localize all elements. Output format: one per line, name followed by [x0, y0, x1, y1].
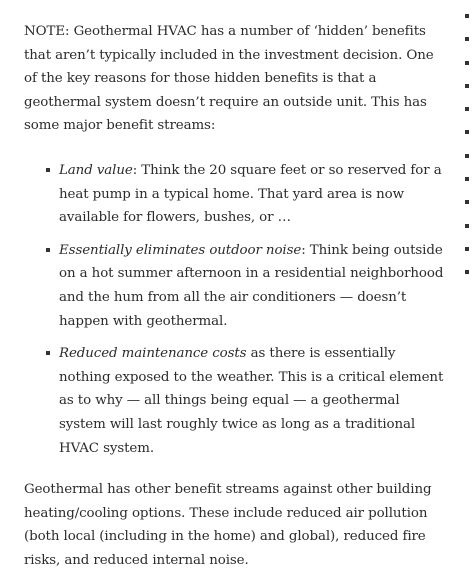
list-item: [59, 239, 450, 333]
sidebar-bullet: [465, 224, 469, 228]
sidebar-bullet: [465, 130, 469, 134]
sidebar-bullet: [465, 14, 469, 18]
sidebar-bullet: [465, 37, 469, 41]
benefit-list: [24, 159, 450, 460]
sidebar-bullet: [465, 177, 469, 181]
sidebar-bullet: [465, 107, 469, 111]
benefit-description: as there is essentially nothing exposed to the weather. This is a critical element as to why — all things being equal — a geothermal system will last roughly twice as long as a traditional HVAC system.: [59, 346, 444, 456]
benefit-term: Land value: [59, 162, 133, 178]
sidebar-bullet: [465, 247, 469, 251]
note-paragraph: NOTE: Geothermal HVAC has a number of ‘hidden’ benefits that aren’t typically included in the investment decision. One of the key reasons for those hidden benefits is that a geothermal system doesn’t require an outside unit. This has some major benefit streams:: [24, 24, 434, 134]
article-body: [24, 20, 450, 572]
sidebar-bullet: [465, 200, 469, 204]
benefit-term: Essentially eliminates outdoor noise: [59, 242, 302, 258]
benefit-description: : Think being outside on a hot summer afternoon in a residential neighborhood and the hum from all the air conditioners — doesn’t happen with geothermal.: [59, 242, 444, 329]
sidebar-bullet: [465, 270, 469, 274]
list-item: [59, 159, 450, 230]
sidebar-bullet-list: [465, 14, 473, 294]
benefit-description: : Think the 20 square feet or so reserved for a heat pump in a typical home. That yard area is now available for flowers, bushes, or …: [59, 162, 442, 226]
sidebar-bullet: [465, 84, 469, 88]
sidebar-bullet: [465, 61, 469, 65]
benefit-term: Reduced maintenance costs: [59, 346, 247, 362]
closing-paragraph: Geothermal has other benefit streams against other building heating/cooling options. These include reduced air pollution (both local (including in the home) and global), reduced fire risks, and reduced internal noise.: [24, 482, 432, 568]
list-item: [59, 342, 450, 460]
sidebar-bullet: [465, 154, 469, 158]
